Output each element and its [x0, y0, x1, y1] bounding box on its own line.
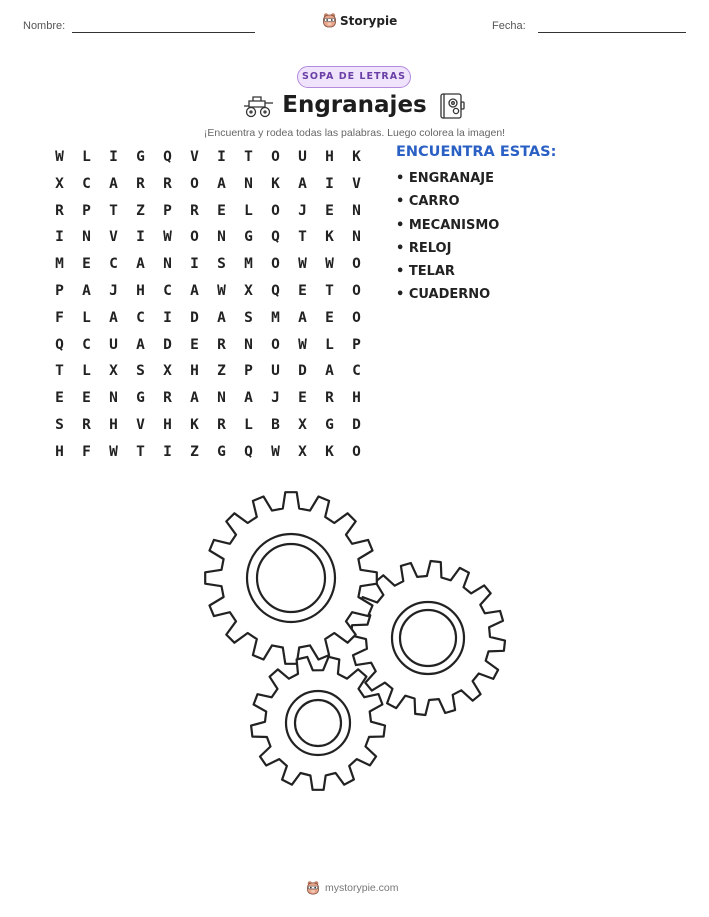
grid-cell[interactable]: A [109, 309, 118, 326]
grid-cell[interactable]: W [271, 443, 280, 460]
grid-cell[interactable]: S [217, 256, 226, 273]
grid-cell[interactable]: G [136, 390, 145, 407]
grid-cell[interactable]: K [190, 416, 199, 433]
grid-cell[interactable]: B [271, 416, 280, 433]
grid-cell[interactable]: I [163, 309, 172, 326]
grid-cell[interactable]: W [298, 336, 307, 353]
grid-cell[interactable]: I [109, 149, 118, 165]
grid-cell[interactable]: N [163, 256, 172, 273]
grid-cell[interactable]: O [271, 256, 280, 273]
grid-cell[interactable]: G [244, 229, 253, 246]
grid-cell[interactable]: Z [190, 443, 199, 460]
grid-cell[interactable]: L [82, 309, 91, 326]
grid-cell[interactable]: N [352, 229, 361, 246]
grid-cell[interactable]: A [298, 175, 307, 192]
storypie-logo-icon [306, 880, 320, 896]
grid-cell[interactable]: F [55, 309, 64, 326]
grid-cell[interactable]: D [163, 336, 172, 353]
grid-cell[interactable]: O [352, 443, 361, 460]
grid-cell[interactable]: R [82, 416, 91, 433]
grid-cell[interactable]: X [163, 363, 172, 380]
grid-cell[interactable]: K [271, 175, 280, 192]
footer [306, 880, 399, 896]
word-list-item: • RELOJ [396, 240, 452, 256]
grid-cell[interactable]: Q [271, 282, 280, 299]
grid-cell[interactable]: V [190, 149, 199, 165]
gear-small[interactable] [251, 657, 385, 790]
grid-cell[interactable]: W [217, 282, 226, 299]
grid-cell[interactable]: P [352, 336, 361, 353]
grid-cell[interactable]: K [325, 229, 334, 246]
grid-cell[interactable]: I [190, 256, 199, 273]
grid-cell[interactable]: E [325, 309, 334, 326]
grid-cell[interactable]: P [163, 202, 172, 219]
grid-cell[interactable]: Q [55, 336, 64, 353]
page-title: Engranajes [282, 92, 427, 118]
word-list-item: • CARRO [396, 194, 460, 210]
grid-cell[interactable]: O [190, 175, 199, 192]
grid-cell[interactable]: U [271, 363, 280, 380]
grid-cell[interactable]: D [352, 416, 361, 433]
grid-cell[interactable]: W [55, 149, 64, 165]
grid-cell[interactable]: H [163, 416, 172, 433]
grid-cell[interactable]: R [217, 336, 226, 353]
grid-cell[interactable]: R [163, 390, 172, 407]
grid-cell[interactable]: O [190, 229, 199, 246]
grid-cell[interactable]: T [109, 202, 118, 219]
footer-url[interactable]: mystorypie.com [325, 882, 399, 894]
grid-cell[interactable]: J [298, 202, 307, 219]
grid-cell[interactable]: E [325, 202, 334, 219]
grid-cell[interactable]: D [190, 309, 199, 326]
grid-cell[interactable]: H [55, 443, 64, 460]
grid-cell[interactable]: T [244, 149, 253, 165]
grid-cell[interactable]: E [55, 390, 64, 407]
grid-cell[interactable]: M [271, 309, 280, 326]
grid-cell[interactable]: X [298, 443, 307, 460]
grid-cell[interactable]: U [109, 336, 118, 353]
grid-cell[interactable]: E [217, 202, 226, 219]
grid-cell[interactable]: J [271, 390, 280, 407]
grid-cell[interactable]: P [55, 282, 64, 299]
grid-cell[interactable]: D [298, 363, 307, 380]
grid-cell[interactable]: H [325, 149, 334, 165]
grid-cell[interactable]: R [190, 202, 199, 219]
grid-cell[interactable]: N [244, 175, 253, 192]
grid-cell[interactable]: R [217, 416, 226, 433]
grid-cell[interactable]: C [352, 363, 361, 380]
grid-cell[interactable]: V [352, 175, 361, 192]
grid-cell[interactable]: V [109, 229, 118, 246]
word-list-item: • TELAR [396, 264, 455, 280]
grid-cell[interactable]: S [136, 363, 145, 380]
grid-cell[interactable]: X [55, 175, 64, 192]
grid-cell[interactable]: G [217, 443, 226, 460]
instructions: ¡Encuentra y rodea todas las palabras. Luego colorea la imagen! [203, 127, 506, 139]
grid-cell[interactable]: Q [244, 443, 253, 460]
grid-cell[interactable]: O [352, 309, 361, 326]
grid-cell[interactable]: X [109, 363, 118, 380]
grid-cell[interactable]: S [55, 416, 64, 433]
grid-cell[interactable]: Z [136, 202, 145, 219]
grid-cell[interactable]: I [136, 229, 145, 246]
grid-cell[interactable]: M [244, 256, 253, 273]
grid-cell[interactable]: T [325, 282, 334, 299]
grid-cell[interactable]: A [136, 336, 145, 353]
grid-cell[interactable]: I [55, 229, 64, 246]
grid-cell[interactable]: H [190, 363, 199, 380]
grid-cell[interactable]: E [82, 390, 91, 407]
grid-cell[interactable]: V [136, 416, 145, 433]
grid-cell[interactable]: M [55, 256, 64, 273]
grid-cell[interactable]: A [298, 309, 307, 326]
grid-cell[interactable]: R [325, 390, 334, 407]
grid-cell[interactable]: C [82, 336, 91, 353]
grid-cell[interactable]: P [244, 363, 253, 380]
grid-cell[interactable]: A [244, 390, 253, 407]
grid-cell[interactable]: K [325, 443, 334, 460]
grid-cell[interactable]: O [271, 336, 280, 353]
grid-cell[interactable]: G [136, 149, 145, 165]
grid-cell[interactable]: A [82, 282, 91, 299]
grid-cell[interactable]: L [244, 202, 253, 219]
grid-cell[interactable]: A [190, 390, 199, 407]
grid-cell[interactable]: L [325, 336, 334, 353]
word-list-item: • MECANISMO [396, 217, 500, 233]
grid-cell[interactable]: A [109, 175, 118, 192]
word-list-item: • ENGRANAJE [396, 171, 494, 186]
grid-cell[interactable]: H [352, 390, 361, 407]
grid-cell[interactable]: F [82, 443, 91, 460]
grid-cell[interactable]: R [55, 202, 64, 219]
grid-cell[interactable]: C [136, 309, 145, 326]
grid-cell[interactable]: O [352, 256, 361, 273]
word-list-title: ENCUENTRA ESTAS: [396, 144, 557, 160]
grid-cell[interactable]: C [163, 282, 172, 299]
grid-cell[interactable]: T [55, 363, 64, 380]
grid-cell[interactable]: X [244, 282, 253, 299]
grid-cell[interactable]: O [352, 282, 361, 299]
grid-cell[interactable]: Z [217, 363, 226, 380]
grid-cell[interactable]: K [352, 149, 361, 165]
grid-cell[interactable]: H [136, 282, 145, 299]
grid-cell[interactable]: A [217, 309, 226, 326]
grid-cell[interactable]: O [271, 149, 280, 165]
grid-cell[interactable]: W [163, 229, 172, 246]
grid-cell[interactable]: Q [163, 149, 172, 165]
grid-cell[interactable]: W [109, 443, 118, 460]
word-list-item: • CUADERNO [396, 287, 491, 303]
brand-name: Storypie [340, 13, 398, 28]
grid-cell[interactable]: A [217, 175, 226, 192]
grid-cell[interactable]: N [217, 390, 226, 407]
grid-cell[interactable]: N [82, 229, 91, 246]
grid-cell[interactable]: E [82, 256, 91, 273]
grid-cell[interactable]: N [217, 229, 226, 246]
grid-cell[interactable]: I [163, 443, 172, 460]
grid-cell[interactable]: R [136, 175, 145, 192]
grid-cell[interactable]: S [244, 309, 253, 326]
grid-cell[interactable]: W [298, 256, 307, 273]
grid-cell[interactable]: X [298, 416, 307, 433]
gear-large[interactable] [205, 492, 377, 664]
grid-cell[interactable]: I [217, 149, 226, 165]
grid-cell[interactable]: I [325, 175, 334, 192]
grid-cell[interactable]: O [271, 202, 280, 219]
grid-cell[interactable]: E [298, 282, 307, 299]
grid-cell[interactable]: N [352, 202, 361, 219]
grid-cell[interactable]: L [244, 416, 253, 433]
grid-cell[interactable]: J [109, 282, 118, 299]
grid-cell[interactable]: A [136, 256, 145, 273]
grid-cell[interactable]: T [136, 443, 145, 460]
grid-cell[interactable]: A [325, 363, 334, 380]
grid-cell[interactable]: H [109, 416, 118, 433]
grid-cell[interactable]: P [82, 202, 91, 219]
grid-cell[interactable]: U [298, 149, 307, 165]
grid-cell[interactable]: C [109, 256, 118, 273]
date-label: Fecha: [492, 20, 526, 32]
grid-cell[interactable]: L [82, 363, 91, 380]
name-label: Nombre: [23, 20, 66, 32]
grid-cell[interactable]: G [325, 416, 334, 433]
worksheet-type-badge: SOPA DE LETRAS [297, 66, 411, 88]
grid-cell[interactable]: A [190, 282, 199, 299]
grid-cell[interactable]: Q [271, 229, 280, 246]
grid-cell[interactable]: N [109, 390, 118, 407]
grid-cell[interactable]: R [163, 175, 172, 192]
grid-cell[interactable]: E [190, 336, 199, 353]
grid-cell[interactable]: E [298, 390, 307, 407]
grid-cell[interactable]: L [82, 149, 91, 165]
grid-cell[interactable]: T [298, 229, 307, 246]
grid-cell[interactable]: N [244, 336, 253, 353]
grid-cell[interactable]: W [325, 256, 334, 273]
grid-cell[interactable]: C [82, 175, 91, 192]
